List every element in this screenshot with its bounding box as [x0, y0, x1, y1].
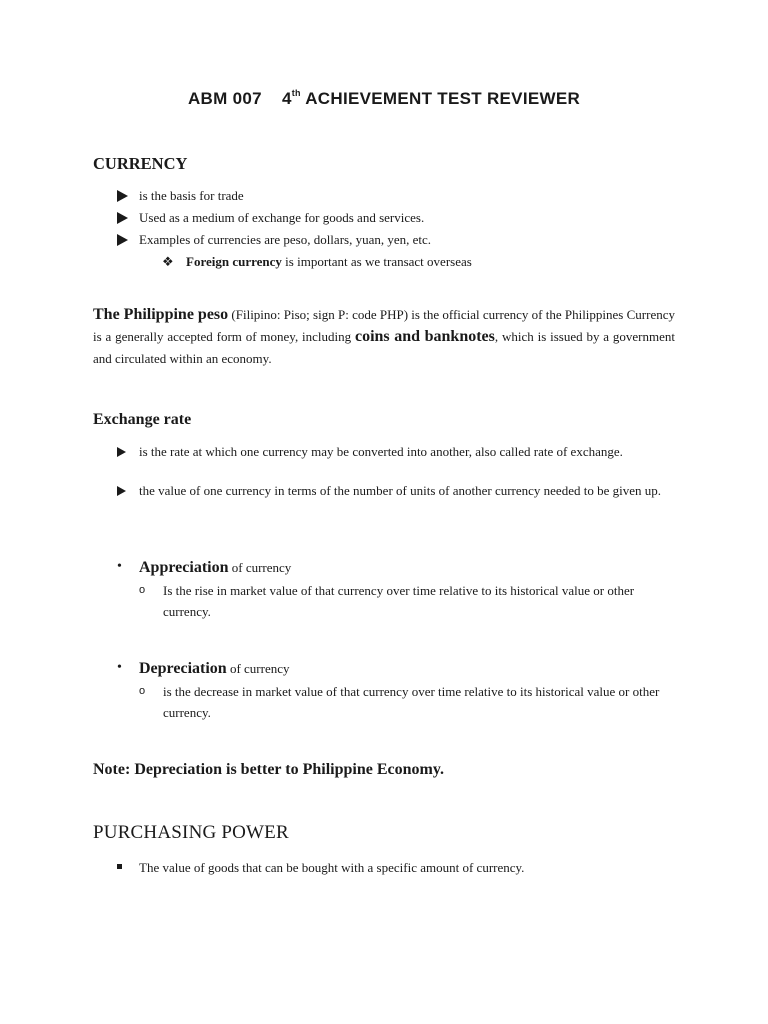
arrow-bullet-icon — [117, 447, 126, 457]
currency-item: Examples of currencies are peso, dollars, yuan, yen, etc. — [117, 229, 677, 251]
exchange-item: is the rate at which one currency may be converted into another, also called rate of exchange. — [117, 442, 675, 462]
arrow-bullet-icon — [117, 486, 126, 496]
note-text: Note: Depreciation is better to Philippine Economy. — [93, 761, 444, 778]
arrow-bullet-icon — [117, 234, 128, 246]
title-rest: ACHIEVEMENT TEST REVIEWER — [305, 89, 581, 108]
peso-lead: The Philippine peso — [93, 306, 229, 323]
currency-item: is the basis for trade — [117, 185, 677, 207]
exchange-rate-heading: Exchange rate — [93, 411, 192, 428]
purchasing-power-heading: PURCHASING POWER — [93, 822, 289, 843]
bullet-dot-icon: • — [117, 559, 122, 574]
arrow-bullet-icon — [117, 212, 128, 224]
purchasing-power-item: The value of goods that can be bought with a specific amount of currency. — [117, 857, 677, 879]
currency-item: Used as a medium of exchange for goods and services. — [117, 207, 677, 229]
arrow-bullet-icon — [117, 190, 128, 202]
title-prefix: ABM 007 — [187, 89, 262, 108]
document-title — [0, 88, 768, 109]
currency-sub-item: ❖ Foreign currency is important as we transact overseas — [162, 251, 662, 273]
title-number: 4 — [281, 89, 292, 108]
appreciation-detail: o Is the rise in market value of that currency over time relative to its historical value or other currency. — [139, 580, 675, 622]
circle-bullet-icon: o — [139, 584, 146, 596]
depreciation-heading: • Depreciation of currency — [117, 660, 290, 677]
exchange-item: the value of one currency in terms of the number of units of another currency needed to be given up. — [117, 481, 675, 501]
peso-bold-coins: coins and banknotes — [354, 328, 495, 345]
peso-paragraph: The Philippine peso (Filipino: Piso; sign P: code PHP) is the official currency of the Philippines Currency is a generally accepted form of money, including coins and banknotes, which is issued by a government and circulated within an economy. — [93, 306, 675, 366]
appreciation-heading: • Appreciation of currency — [117, 559, 292, 576]
title-superscript: th — [291, 88, 301, 98]
diamond-bullet-icon: ❖ — [162, 254, 174, 269]
circle-bullet-icon: o — [139, 685, 146, 697]
square-bullet-icon — [117, 864, 122, 869]
currency-heading: CURRENCY — [93, 154, 188, 173]
bullet-dot-icon: • — [117, 660, 122, 675]
depreciation-detail: o is the decrease in market value of that currency over time relative to its historical value or other currency. — [139, 681, 675, 723]
